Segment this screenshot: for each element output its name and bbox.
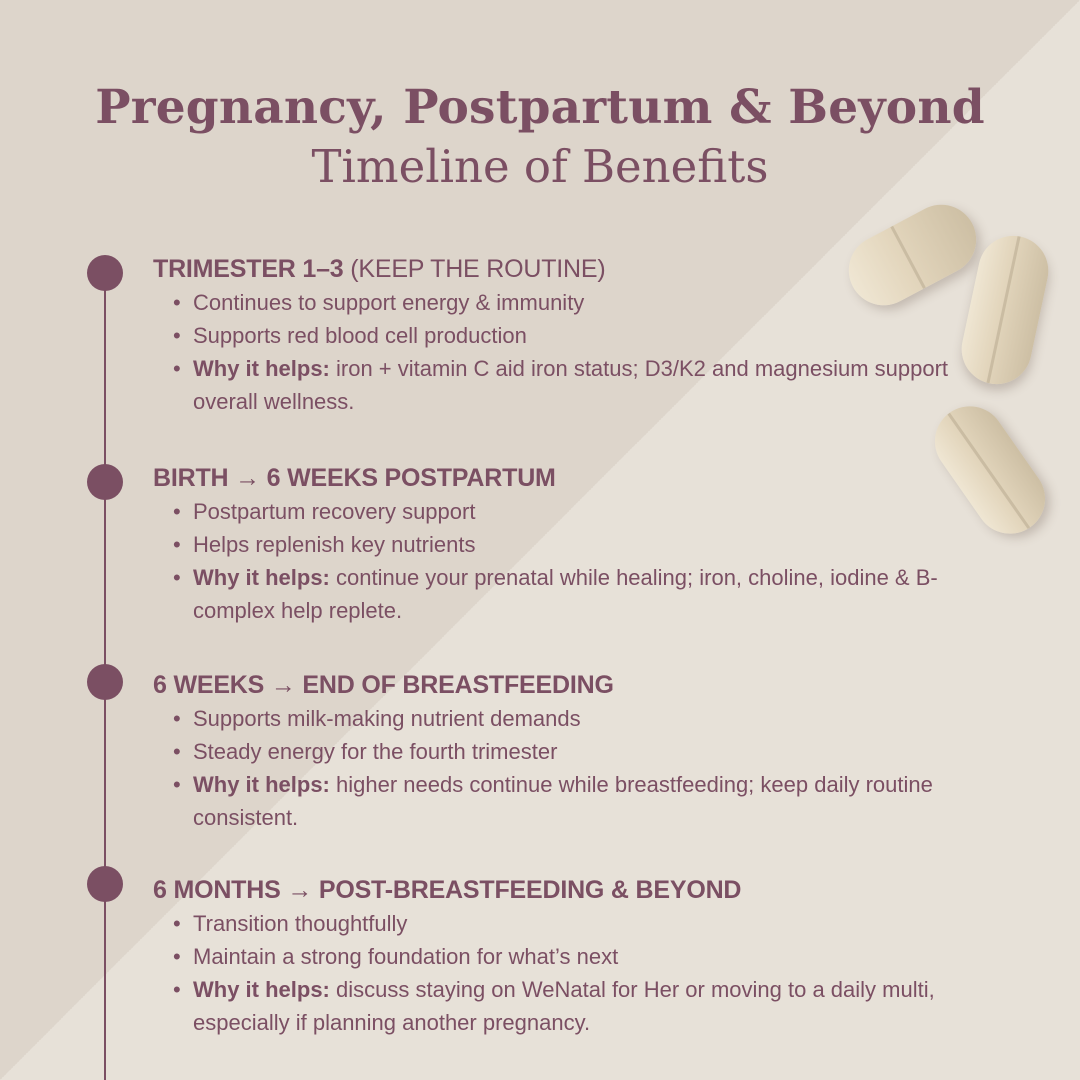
bullet-icon: •: [173, 565, 181, 590]
bullet-icon: •: [173, 911, 181, 936]
section-heading: [153, 461, 973, 495]
list-item-text: Postpartum recovery support: [193, 499, 476, 524]
list-item: [153, 286, 973, 319]
list-item: [153, 907, 973, 940]
bullet-icon: •: [173, 772, 181, 797]
list-item: [153, 735, 973, 768]
timeline-dot: [87, 866, 123, 902]
benefit-list: [153, 495, 973, 627]
list-item: [153, 940, 973, 973]
why-text: iron + vitamin C aid iron status; D3/K2 and magnesium support overall wellness.: [193, 356, 949, 414]
list-item: [153, 768, 973, 834]
timeline-section-beyond: [153, 873, 973, 1039]
bullet-icon: •: [173, 532, 181, 557]
list-item: [153, 319, 973, 352]
list-item-text: Maintain a strong foundation for what’s next: [193, 944, 619, 969]
timeline-dot: [87, 664, 123, 700]
bullet-icon: •: [173, 977, 181, 1002]
why-label: Why it helps:: [193, 977, 330, 1002]
list-item-text: Supports milk-making nutrient demands: [193, 706, 581, 731]
section-heading-bold: 6 WEEKS → END OF BREASTFEEDING: [153, 671, 614, 699]
timeline-section-breastfeeding: [153, 668, 973, 834]
section-heading: [153, 252, 973, 286]
section-heading: [153, 668, 973, 702]
section-heading: [153, 873, 973, 907]
bullet-icon: •: [173, 323, 181, 348]
list-item: [153, 352, 973, 418]
list-item-text: Transition thoughtfully: [193, 911, 408, 936]
bullet-icon: •: [173, 739, 181, 764]
why-label: Why it helps:: [193, 565, 330, 590]
why-text: higher needs continue while breastfeeding; keep daily routine consistent.: [193, 772, 933, 830]
list-item-text: Continues to support energy & immunity: [193, 290, 585, 315]
list-item-text: Helps replenish key nutrients: [193, 532, 476, 557]
page-title: Pregnancy, Postpartum & Beyond: [95, 80, 985, 135]
list-item: [153, 561, 973, 627]
section-heading-bold: 6 MONTHS → POST-BREASTFEEDING & BEYOND: [153, 876, 742, 904]
benefit-list: [153, 702, 973, 834]
section-heading-bold: TRIMESTER 1–3: [153, 255, 344, 283]
section-heading-bold: BIRTH → 6 WEEKS POSTPARTUM: [153, 464, 556, 492]
list-item: [153, 528, 973, 561]
list-item: [153, 702, 973, 735]
why-label: Why it helps:: [193, 356, 330, 381]
timeline-dot: [87, 464, 123, 500]
timeline-section-birth: [153, 461, 973, 627]
list-item-text: Steady energy for the fourth trimester: [193, 739, 558, 764]
list-item: [153, 495, 973, 528]
bullet-icon: •: [173, 499, 181, 524]
list-item: [153, 973, 973, 1039]
why-text: continue your prenatal while healing; iron, choline, iodine & B-complex help replete.: [193, 565, 938, 623]
why-label: Why it helps:: [193, 772, 330, 797]
page-subtitle: Timeline of Benefits: [311, 140, 769, 193]
section-heading-normal: (KEEP THE ROUTINE): [343, 255, 606, 283]
timeline-section-trimester: [153, 252, 973, 418]
bullet-icon: •: [173, 944, 181, 969]
bullet-icon: •: [173, 290, 181, 315]
benefit-list: [153, 907, 973, 1039]
bullet-icon: •: [173, 706, 181, 731]
why-text: discuss staying on WeNatal for Her or moving to a daily multi, especially if planning another pregnancy.: [193, 977, 935, 1035]
benefit-list: [153, 286, 973, 418]
list-item-text: Supports red blood cell production: [193, 323, 527, 348]
timeline-dot: [87, 255, 123, 291]
bullet-icon: •: [173, 356, 181, 381]
